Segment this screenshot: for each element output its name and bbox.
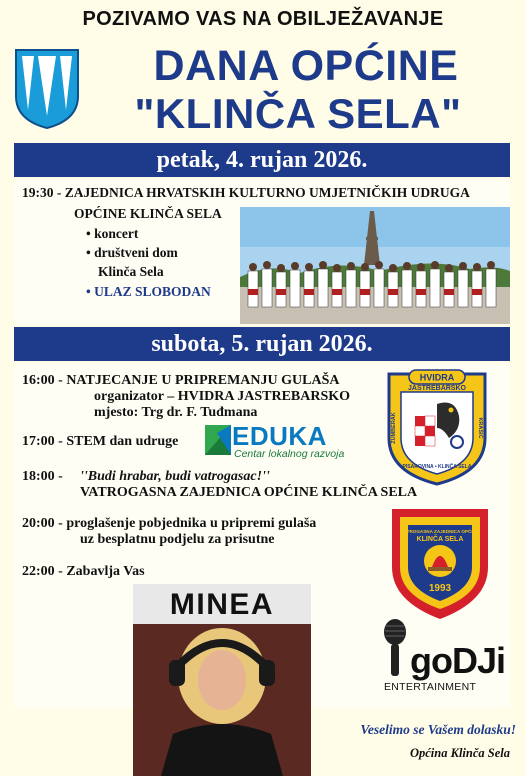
day1-line-6: • ULAZ SLOBODAN xyxy=(86,284,211,300)
microphone-icon xyxy=(380,618,410,680)
title-line-1: DANA OPĆINE xyxy=(153,42,459,90)
hvidra-top-text: HVIDRA xyxy=(419,372,455,383)
day2-date-band: subota, 5. rujan 2026. xyxy=(14,327,510,361)
eduka-name: EDUKA xyxy=(232,421,327,451)
event-3-quote: ''Budi hrabar, budi vatrogasac!'' xyxy=(80,469,270,484)
day1-line-1: 19:30 - ZAJEDNICA HRVATSKIH KULTURNO UMJETNIČKIH UDRUGA xyxy=(22,185,470,200)
event-1-location: mjesto: Trg dr. F. Tuđmana xyxy=(94,405,258,420)
vatro-name-text: KLINČA SELA xyxy=(416,536,464,543)
vatro-arc-text: VATROGASNA ZAJEDNICA OPĆINE xyxy=(400,529,480,534)
day1-date-band: petak, 4. rujan 2026. xyxy=(14,143,510,177)
event-3-time: 18:00 - xyxy=(22,469,63,484)
hvidra-left-text: ŽUMBERAK xyxy=(391,412,397,444)
godj-logo-text: goDJi xyxy=(410,640,506,681)
godj-entertainment-text: ENTERTAINMENT xyxy=(384,681,477,693)
day1-line-5: Klinča Sela xyxy=(98,264,164,279)
hvidra-emblem-icon xyxy=(385,368,489,486)
eduka-subtitle: Centar lokalnog razvoja xyxy=(234,448,345,460)
event-1-organizer: organizator – HVIDRA JASTREBARSKO xyxy=(94,389,351,404)
day1-line-4: • društveni dom xyxy=(86,245,178,261)
group-photo-image xyxy=(240,207,510,324)
invite-heading: POZIVAMO VAS NA OBILJEŽAVANJE xyxy=(82,8,444,30)
title-line-2: "KLINČA SELA" xyxy=(134,90,462,137)
minea-name: MINEA xyxy=(169,588,275,621)
signature: Općina Klinča Sela xyxy=(409,746,510,760)
day1-line-3: • koncert xyxy=(86,226,138,242)
event-2-title: 17:00 - STEM dan udruge xyxy=(22,434,179,449)
hvidra-bottom-text: PISAROVINA • KLINČA SELA xyxy=(402,464,472,470)
vatro-year-text: 1993 xyxy=(428,583,452,594)
hvidra-right-text: KRAŠIĆ xyxy=(477,417,483,439)
event-4-detail: uz besplatnu podjelu za prisutne xyxy=(80,532,275,547)
event-4-title: 20:00 - proglašenje pobjednika u pripremi gulaša xyxy=(22,516,317,531)
hvidra-name-text: JASTREBARSKO xyxy=(408,385,466,392)
event-3-org: VATROGASNA ZAJEDNICA OPĆINE KLINČA SELA xyxy=(80,485,418,500)
closing-message: Veselimo se Vašem dolasku! xyxy=(360,722,516,737)
fire-brigade-emblem-icon xyxy=(388,505,492,623)
day1-line-2: OPĆINE KLINČA SELA xyxy=(74,206,222,221)
eduka-logo-icon xyxy=(203,423,233,457)
event-5-title: 22:00 - Zabavlja Vas xyxy=(22,564,145,579)
event-1-title: 16:00 - NATJECANJE U PRIPREMANJU GULAŠA xyxy=(22,373,340,388)
